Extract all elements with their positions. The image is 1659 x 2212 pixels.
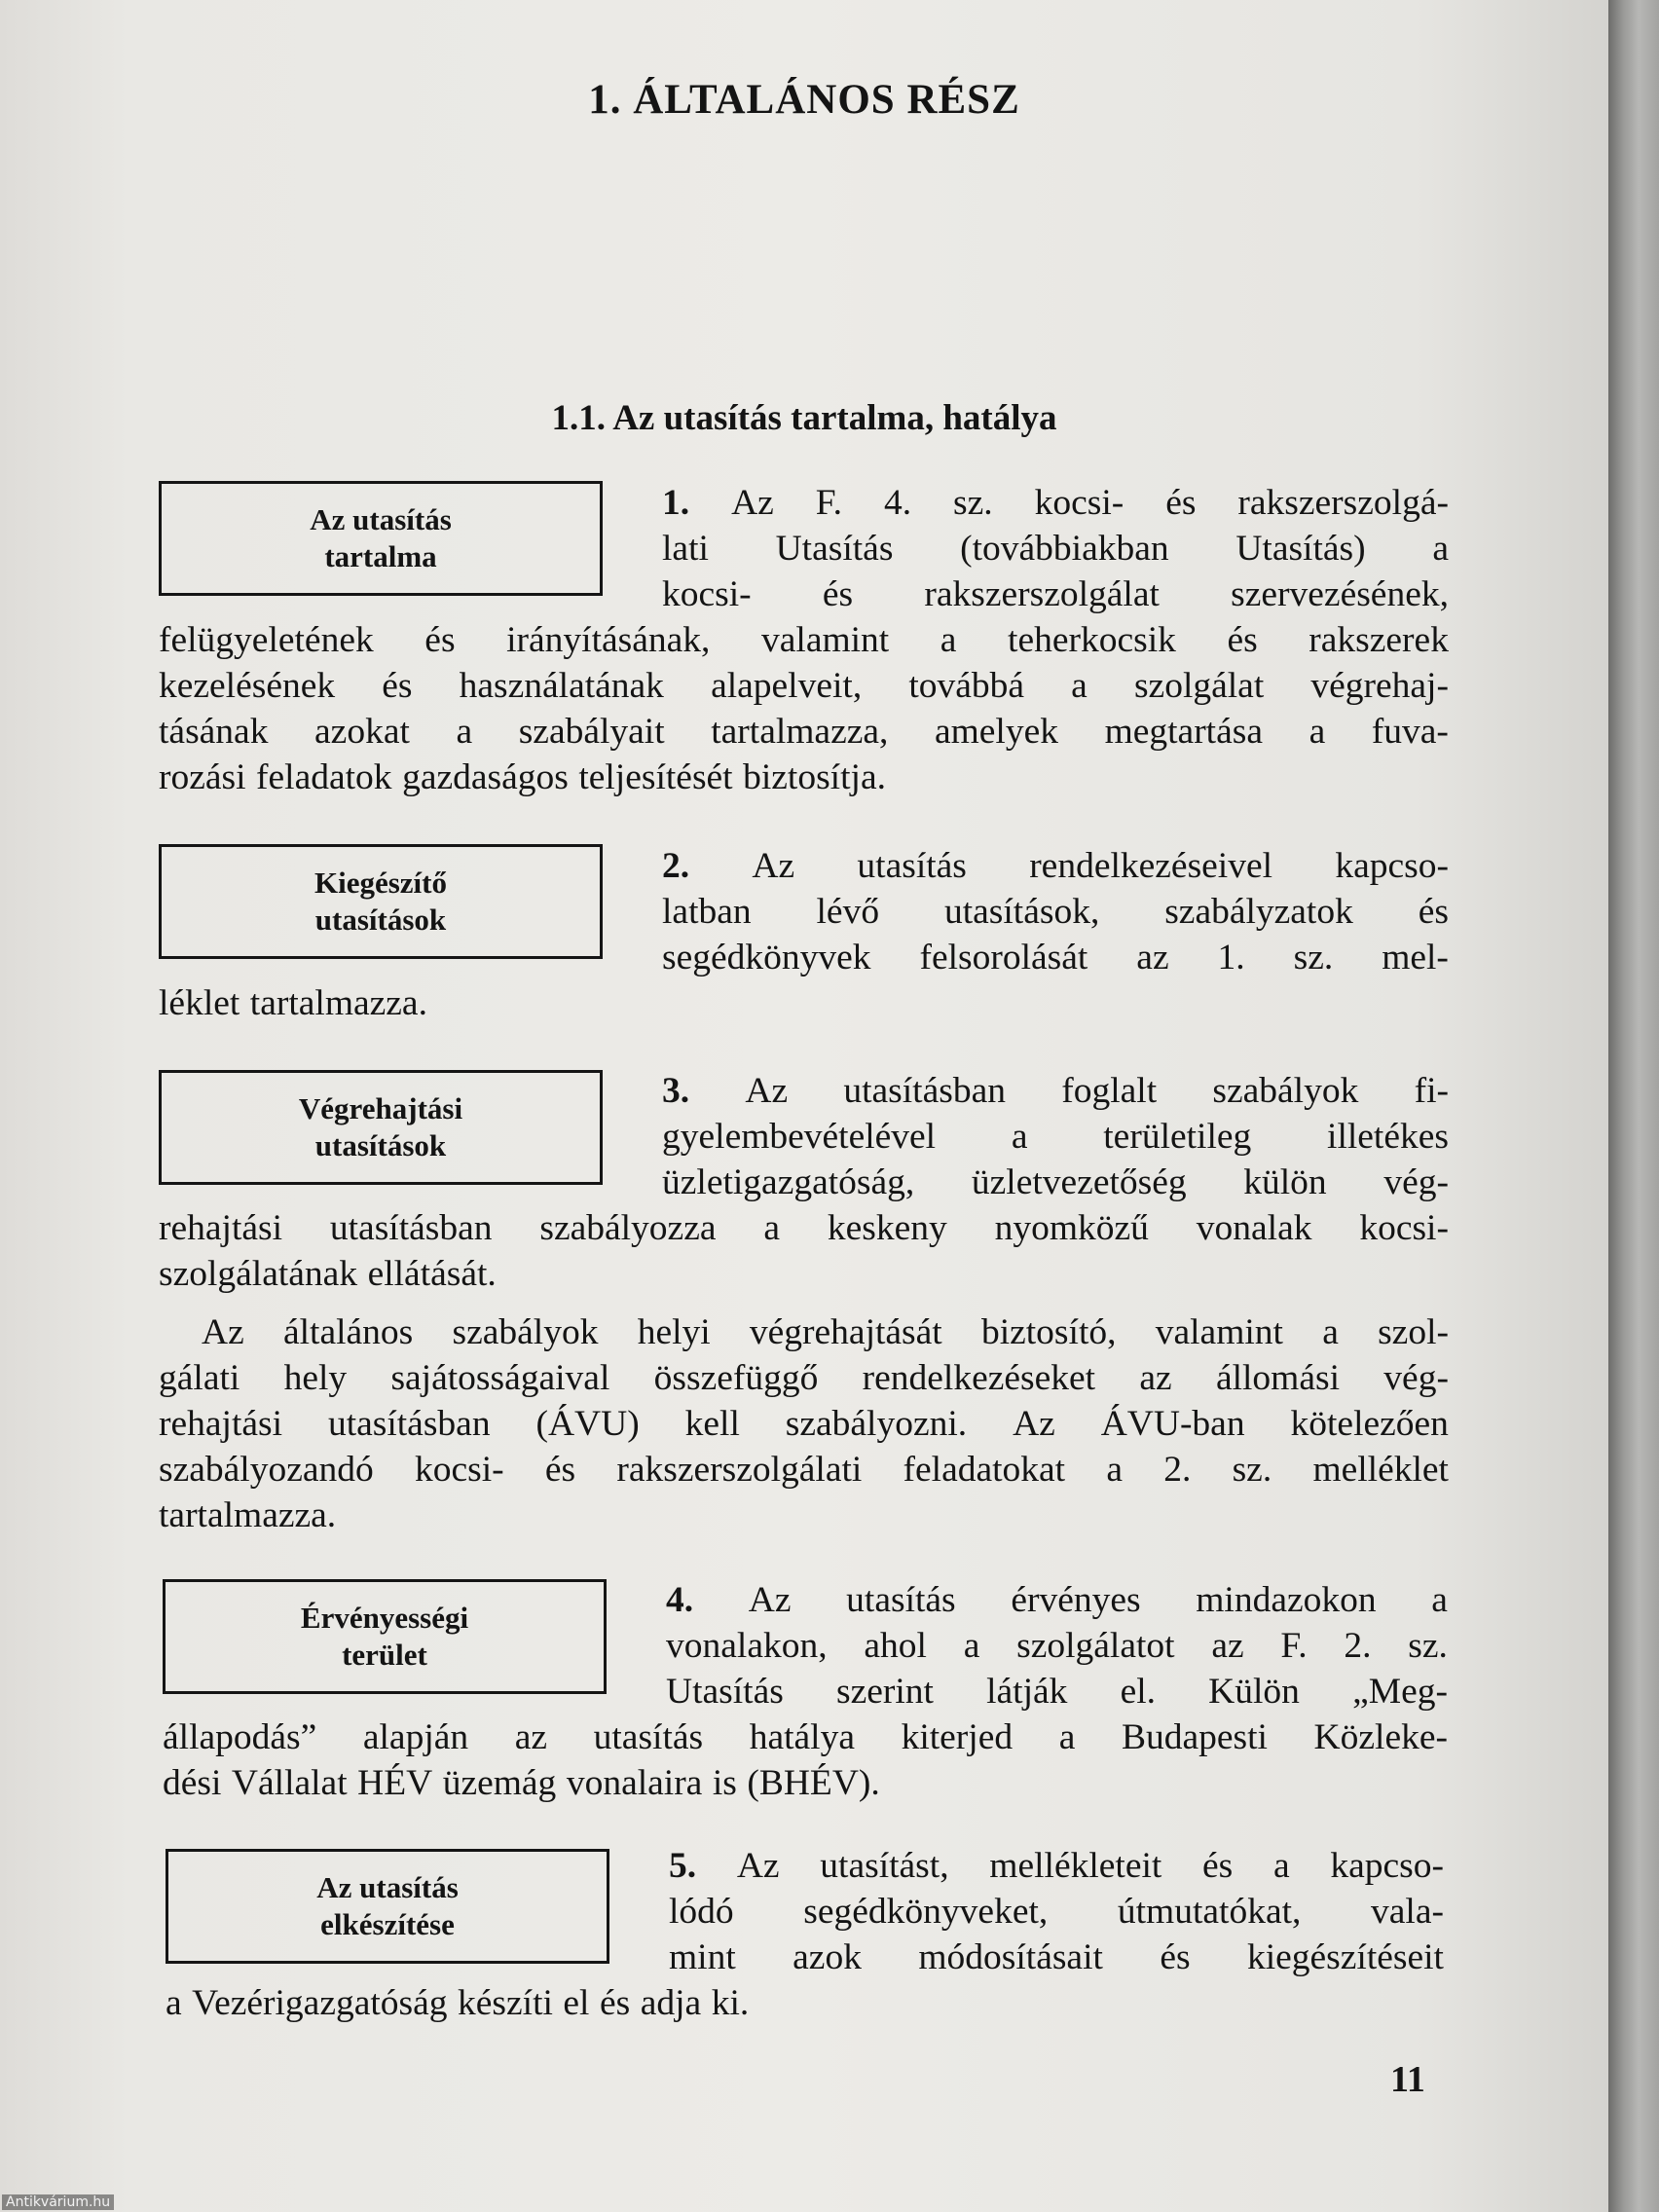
margin-label: Kiegészítő utasítások: [313, 866, 447, 937]
margin-label: Az utasítás elkészítése: [316, 1870, 459, 1941]
page-edge-shadow: [1608, 0, 1659, 2212]
paragraph-1: [159, 480, 1449, 800]
margin-label: Végrehajtási utasítások: [298, 1091, 463, 1162]
text-line: szabályozandó kocsi- és rakszerszolgálati feladatokat a 2. sz. melléklet: [159, 1450, 1449, 1490]
text-line: Utasítás szerint látják el. Külön „Meg-: [666, 1672, 1448, 1712]
section-title: 1.1. Az utasítás tartalma, hatálya: [551, 398, 1057, 438]
text-line: lati Utasítás (továbbiakban Utasítás) a: [662, 529, 1449, 569]
text-line: Az általános szabályok helyi végrehajtását biztosító, valamint a szol-: [202, 1312, 1449, 1352]
text-line: üzletigazgatóság, üzletvezetőség külön vég-: [662, 1162, 1449, 1202]
text-line: lódó segédkönyveket, útmutatókat, vala-: [669, 1892, 1444, 1932]
paragraph-3b: [159, 1309, 1449, 1538]
watermark: Antikvárium.hu: [2, 2194, 114, 2210]
text-line: latban lévő utasítások, szabályzatok és: [662, 892, 1449, 932]
text-line: kezelésének és használatának alapelveit, továbbá a szolgálat végrehaj-: [159, 666, 1449, 706]
page-number: 11: [1390, 2059, 1425, 2100]
paragraph-2: [159, 843, 1449, 1026]
text-line: kocsi- és rakszerszolgálat szervezésének,: [662, 574, 1449, 614]
text-line: 5. Az utasítást, mellékleteit és a kapcso-: [669, 1846, 1444, 1886]
text-line: rehajtási utasításban (ÁVU) kell szabályozni. Az ÁVU-ban kötelezően: [159, 1404, 1449, 1444]
margin-label: Érvényességi terület: [300, 1601, 469, 1672]
text-line: rehajtási utasításban szabályozza a keskeny nyomközű vonalak kocsi-: [159, 1208, 1449, 1248]
paragraph-3: [159, 1068, 1449, 1297]
text-line: 1. Az F. 4. sz. kocsi- és rakszerszolgá-: [662, 483, 1449, 523]
text-line: tásának azokat a szabályait tartalmazza, amelyek megtartása a fuva-: [159, 712, 1449, 752]
text-line: léklet tartalmazza.: [159, 983, 427, 1023]
text-line: segédkönyvek felsorolását az 1. sz. mel-: [662, 938, 1449, 977]
text-line: rozási feladatok gazdaságos teljesítését biztosítja.: [159, 757, 886, 797]
text-line: szolgálatának ellátását.: [159, 1254, 497, 1294]
margin-label: Az utasítás tartalma: [310, 502, 452, 573]
text-line: a Vezérigazgatóság készíti el és adja ki.: [166, 1983, 750, 2023]
text-line: gyelembevételével a területileg illetékes: [662, 1117, 1449, 1157]
text-line: felügyeletének és irányításának, valamint a teherkocsik és rakszerek: [159, 620, 1449, 660]
chapter-title: 1. ÁLTALÁNOS RÉSZ: [588, 77, 1020, 123]
text-line: dési Vállalat HÉV üzemág vonalaira is (BHÉV).: [163, 1763, 880, 1803]
text-line: mint azok módosításait és kiegészítéseit: [669, 1937, 1444, 1977]
text-line: 2. Az utasítás rendelkezéseivel kapcso-: [662, 846, 1449, 886]
text-line: 3. Az utasításban foglalt szabályok fi-: [662, 1071, 1449, 1111]
text-line: vonalakon, ahol a szolgálatot az F. 2. sz.: [666, 1626, 1448, 1666]
text-line: tartalmazza.: [159, 1495, 337, 1535]
text-line: állapodás” alapján az utasítás hatálya kiterjed a Budapesti Közleke-: [163, 1717, 1448, 1757]
text-line: 4. Az utasítás érvényes mindazokon a: [666, 1580, 1448, 1620]
text-line: gálati hely sajátosságaival összefüggő rendelkezéseket az állomási vég-: [159, 1358, 1449, 1398]
paragraph-4: [163, 1577, 1448, 1806]
paragraph-5: [166, 1843, 1444, 2026]
